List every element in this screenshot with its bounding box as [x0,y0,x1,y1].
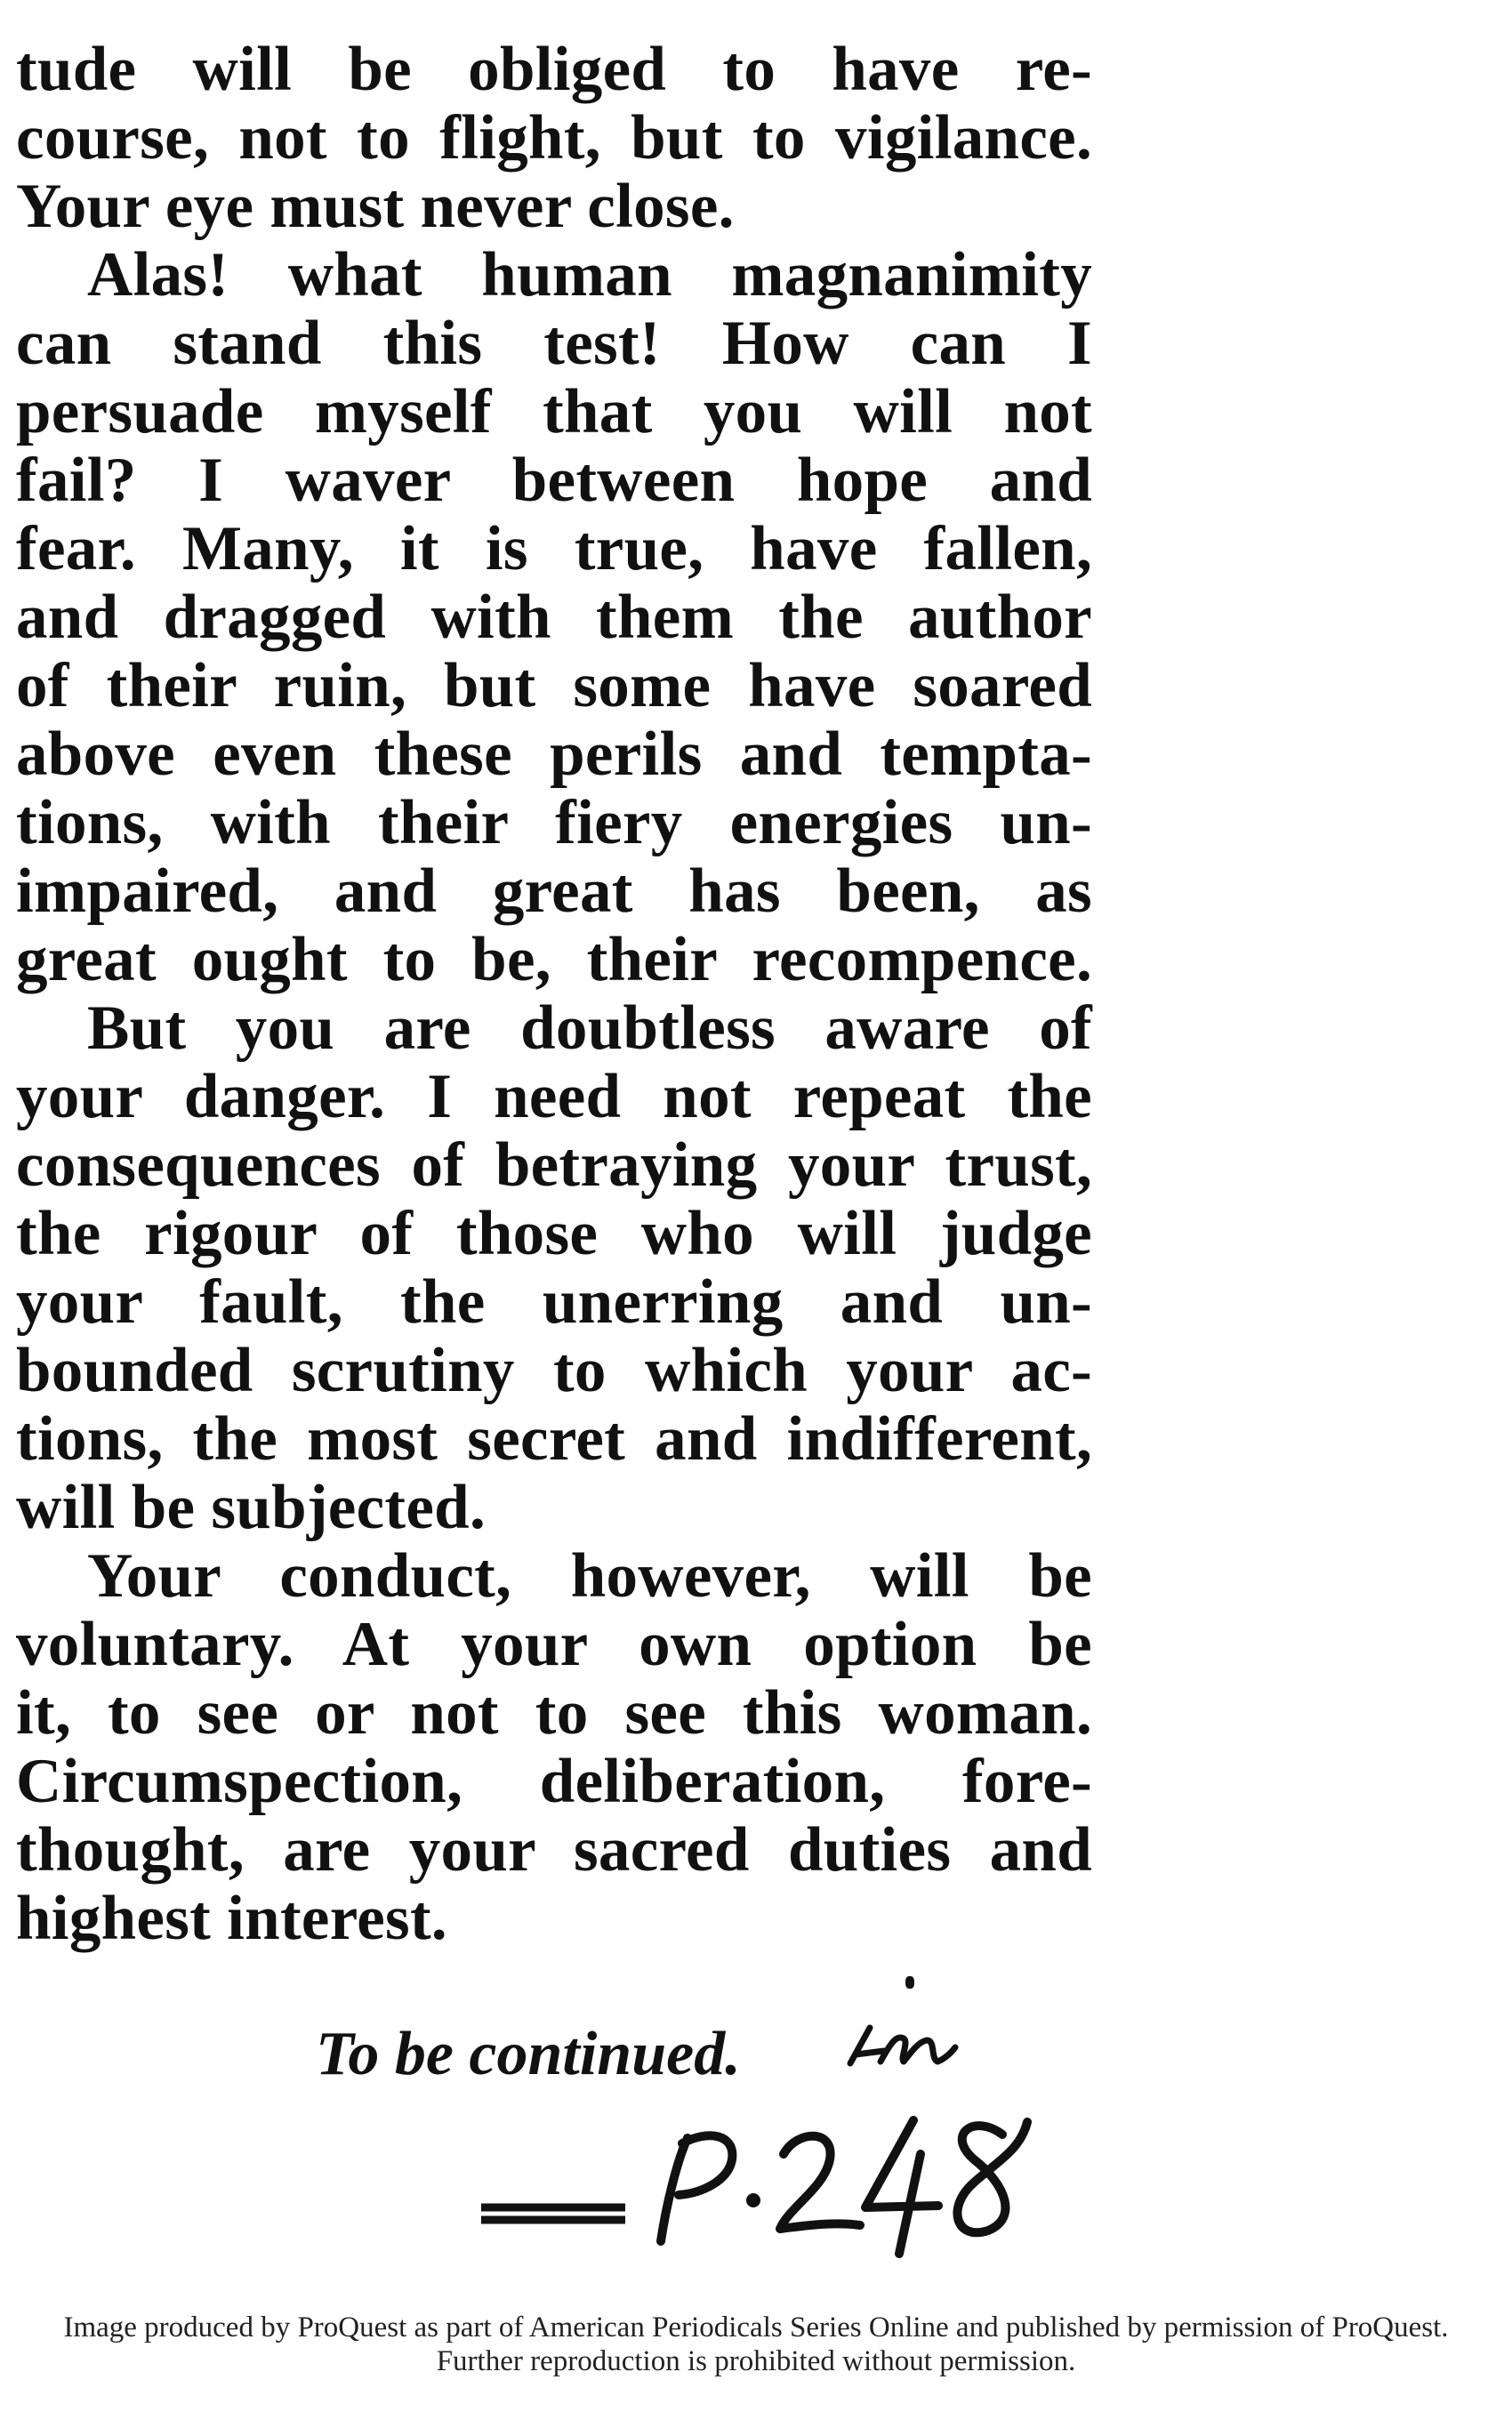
text-line: bounded scrutiny to which your ac- [16,1336,1092,1405]
text-line: Alas! what human magnanimity [87,240,1092,310]
text-line: fail? I waver between hope and [16,446,1092,515]
text-line: But you are doubtless aware of [87,993,1092,1063]
ink-dot [905,1976,914,1989]
text-line: Your eye must never close. [16,172,735,241]
footer-line: Further reproduction is prohibited without permission. [436,2345,1076,2377]
text-line: Circumspection, deliberation, fore- [16,1747,1092,1816]
to-be-continued: To be continued. [316,2020,741,2088]
text-line: your fault, the unerring and un- [16,1267,1092,1337]
text-line: fear. Many, it is true, have fallen, [16,514,1092,583]
text-line: consequences of betraying your trust, [16,1130,1092,1200]
text-line: tions, with their fiery energies un- [16,788,1092,857]
copyright-footer [0,2311,1512,2378]
handwritten-in-note [845,2008,961,2079]
text-line: it, to see or not to see this woman. [16,1678,1092,1748]
text-line: tude will be obliged to have re- [16,35,1092,104]
handwritten-page-reference [476,2108,1045,2259]
text-line: can stand this test! How can I [16,309,1092,378]
text-line: impaired, and great has been, as [16,856,1092,926]
text-line: and dragged with them the author [16,583,1092,652]
text-line: great ought to be, their recompence. [16,925,1092,994]
text-line: of their ruin, but some have soared [16,651,1092,720]
text-line: your danger. I need not repeat the [16,1062,1092,1131]
text-line: the rigour of those who will judge [16,1199,1092,1268]
text-line: highest interest. [16,1884,447,1953]
text-line: above even these perils and tempta- [16,720,1092,789]
text-line: tions, the most secret and indifferent, [16,1404,1092,1474]
text-line: voluntary. At your own option be [16,1610,1092,1679]
text-line: thought, are your sacred duties and [16,1815,1092,1885]
text-line: Your conduct, however, will be [87,1541,1092,1611]
footer-line: Image produced by ProQuest as part of American Periodicals Series Online and published by permission of ProQuest. [63,2311,1449,2344]
text-line: persuade myself that you will not [16,377,1092,446]
text-line: will be subjected. [16,1473,487,1542]
text-line: course, not to flight, but to vigilance. [16,103,1092,173]
article-body [16,36,1092,1953]
